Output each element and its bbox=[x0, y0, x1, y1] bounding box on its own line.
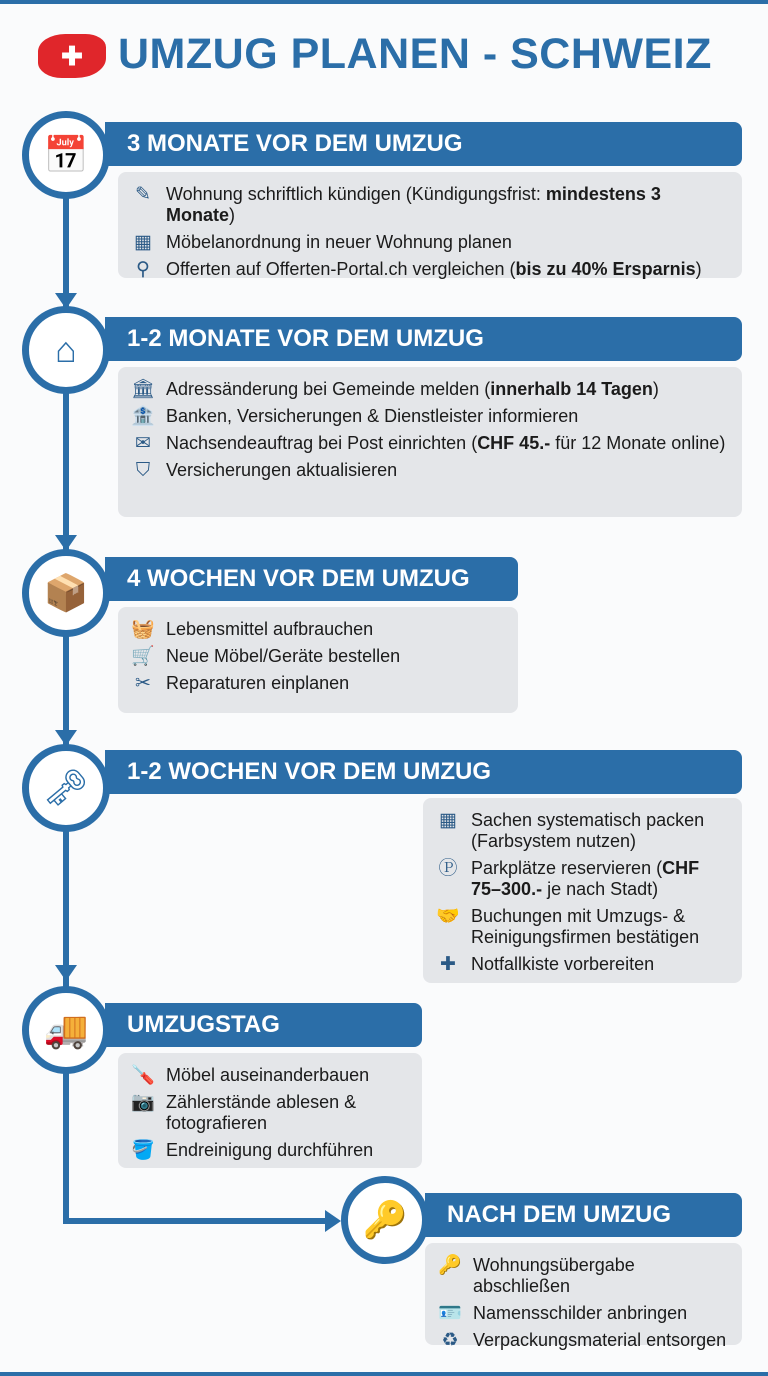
item-text-main: Möbelanordnung in neuer Wohnung planen bbox=[166, 232, 512, 252]
checklist-item bbox=[128, 646, 508, 667]
item-text-bold: CHF 45.- bbox=[477, 433, 551, 453]
checklist-item bbox=[435, 1303, 732, 1324]
checklist-box bbox=[118, 1053, 422, 1168]
floorplan-icon: ▦ bbox=[134, 232, 152, 253]
item-text-main: Wohnung schriftlich kündigen (Kündigungsfrist: bbox=[166, 184, 546, 204]
bottom-border bbox=[0, 1372, 768, 1376]
grocery-box-icon: 📦 bbox=[22, 549, 110, 637]
item-text bbox=[166, 1065, 369, 1086]
checklist-item bbox=[128, 619, 508, 640]
item-text-end: ) bbox=[229, 205, 235, 225]
item-text-main: Banken, Versicherungen & Dienstleister informieren bbox=[166, 406, 579, 426]
checklist-item bbox=[435, 1330, 732, 1351]
section-header: 1-2 MONATE VOR DEM UMZUG bbox=[105, 317, 742, 361]
item-text-main: Neue Möbel/Geräte bestellen bbox=[166, 646, 401, 666]
item-text bbox=[471, 954, 654, 975]
section-header: 1-2 WOCHEN VOR DEM UMZUG bbox=[105, 750, 742, 794]
item-text-main: Namensschilder anbringen bbox=[473, 1303, 688, 1323]
item-text-main: Verpackungsmaterial entsorgen bbox=[473, 1330, 727, 1350]
checklist-box bbox=[118, 367, 742, 517]
item-text bbox=[166, 1140, 373, 1161]
document-pen-icon: ✎ bbox=[135, 184, 151, 205]
item-text-main: Notfallkiste vorbereiten bbox=[471, 954, 655, 974]
item-text-end: für 12 Monate online) bbox=[550, 433, 726, 453]
checklist-item bbox=[128, 460, 732, 481]
nameplate-icon: 🪪 bbox=[438, 1303, 462, 1324]
recycle-icon: ♻ bbox=[441, 1330, 459, 1351]
checklist-box bbox=[118, 607, 518, 713]
truck-icon: 🚚 bbox=[22, 986, 110, 1074]
item-text bbox=[166, 379, 659, 400]
color-squares-icon: ▦ bbox=[439, 810, 457, 831]
checklist-item bbox=[128, 673, 508, 694]
section-header: 4 WOCHEN VOR DEM UMZUG bbox=[105, 557, 518, 601]
item-text-bold: bis zu 40% Ersparnis bbox=[515, 259, 696, 279]
checklist-item bbox=[128, 259, 732, 280]
item-text bbox=[473, 1330, 726, 1351]
item-text-main: Versicherungen aktualisieren bbox=[166, 460, 398, 480]
item-text bbox=[473, 1255, 732, 1297]
item-text-main: Nachsendeauftrag bei Post einrichten ( bbox=[166, 433, 478, 453]
item-text bbox=[166, 619, 373, 640]
bank-icon: 🏦 bbox=[131, 406, 155, 427]
item-text bbox=[166, 460, 397, 481]
item-text-main: Sachen systematisch packen (Farbsystem nutzen) bbox=[471, 810, 705, 851]
checklist-item bbox=[128, 1140, 412, 1161]
item-text-main: Wohnungsübergabe abschließen bbox=[473, 1255, 635, 1296]
magnifier-icon: ⚲ bbox=[136, 259, 150, 280]
item-text-main: Zählerstände ablesen & fotografieren bbox=[166, 1092, 357, 1133]
section-header: 3 MONATE VOR DEM UMZUG bbox=[105, 122, 742, 166]
item-text-main: Offerten auf Offerten-Portal.ch vergleichen ( bbox=[166, 259, 516, 279]
checklist-item bbox=[128, 1092, 412, 1134]
checklist-item bbox=[128, 433, 732, 454]
item-text bbox=[166, 433, 725, 454]
camera-icon: 📷 bbox=[131, 1092, 155, 1113]
checklist-item bbox=[433, 906, 732, 948]
checklist-item bbox=[433, 810, 732, 852]
item-text bbox=[166, 1092, 412, 1134]
screwdriver-icon: 🪛 bbox=[131, 1065, 155, 1086]
checklist-box bbox=[423, 798, 742, 983]
item-text bbox=[473, 1303, 687, 1324]
section-header: UMZUGSTAG bbox=[105, 1003, 422, 1047]
item-text bbox=[166, 232, 512, 253]
item-text-main: Adressänderung bei Gemeinde melden ( bbox=[166, 379, 491, 399]
item-text bbox=[166, 406, 578, 427]
item-text-end: je nach Stadt) bbox=[542, 879, 659, 899]
item-text-main: Buchungen mit Umzugs- & Reinigungsfirmen bestätigen bbox=[471, 906, 700, 947]
arrow-right-icon bbox=[325, 1210, 341, 1232]
top-border bbox=[0, 0, 768, 4]
swiss-map-icon: ✚ bbox=[38, 34, 106, 78]
arrow-down-icon bbox=[55, 965, 77, 981]
section-header: NACH DEM UMZUG bbox=[425, 1193, 742, 1237]
boxes-keys-icon: 🗝 bbox=[22, 744, 110, 832]
checklist-item bbox=[128, 379, 732, 400]
checklist-item bbox=[128, 406, 732, 427]
keys-icon: 🔑 bbox=[341, 1176, 429, 1264]
item-text-end: ) bbox=[695, 259, 702, 279]
checklist-item bbox=[128, 184, 732, 226]
page-title: UMZUG PLANEN - SCHWEIZ bbox=[118, 30, 712, 78]
mail-forward-icon: ✉ bbox=[135, 433, 151, 454]
item-text-end: ) bbox=[652, 379, 659, 399]
item-text-main: Lebensmittel aufbrauchen bbox=[166, 619, 374, 639]
tools-icon: ✂ bbox=[135, 673, 151, 694]
item-text bbox=[471, 810, 732, 852]
item-text-main: Reparaturen einplanen bbox=[166, 673, 350, 693]
item-text-main: Endreinigung durchführen bbox=[166, 1140, 374, 1160]
handshake-icon: 🤝 bbox=[436, 906, 460, 927]
item-text bbox=[471, 858, 732, 900]
parking-icon: Ⓟ bbox=[438, 858, 458, 879]
item-text bbox=[166, 673, 349, 694]
timeline-line-horizontal bbox=[63, 1218, 335, 1224]
item-text-bold: mindestens 3 Monate bbox=[166, 184, 661, 225]
item-text-bold: innerhalb 14 Tagen bbox=[490, 379, 653, 399]
checklist-item bbox=[435, 1255, 732, 1297]
checklist-box bbox=[118, 172, 742, 278]
checklist-item bbox=[433, 858, 732, 900]
basket-icon: 🧺 bbox=[131, 619, 155, 640]
checklist-item bbox=[433, 954, 732, 975]
shield-icon: ⛉ bbox=[135, 460, 151, 481]
cart-icon: 🛒 bbox=[131, 646, 155, 667]
first-aid-icon: ✚ bbox=[440, 954, 456, 975]
item-text bbox=[471, 906, 732, 948]
bucket-icon: 🪣 bbox=[131, 1140, 155, 1161]
item-text bbox=[166, 184, 732, 226]
item-text bbox=[166, 646, 400, 667]
calendar-icon: 📅 bbox=[22, 111, 110, 199]
checklist-item bbox=[128, 1065, 412, 1086]
item-text-main: Parkplätze reservieren ( bbox=[471, 858, 663, 878]
item-text-bold: CHF 75–300.- bbox=[471, 858, 700, 899]
key-hand-icon: 🔑 bbox=[438, 1255, 462, 1276]
item-text-main: Möbel auseinanderbauen bbox=[166, 1065, 370, 1085]
house-icon: ⌂ bbox=[22, 306, 110, 394]
item-text bbox=[166, 259, 702, 280]
town-hall-icon: 🏛 bbox=[130, 379, 156, 400]
checklist-item bbox=[128, 232, 732, 253]
checklist-box bbox=[425, 1243, 742, 1351]
